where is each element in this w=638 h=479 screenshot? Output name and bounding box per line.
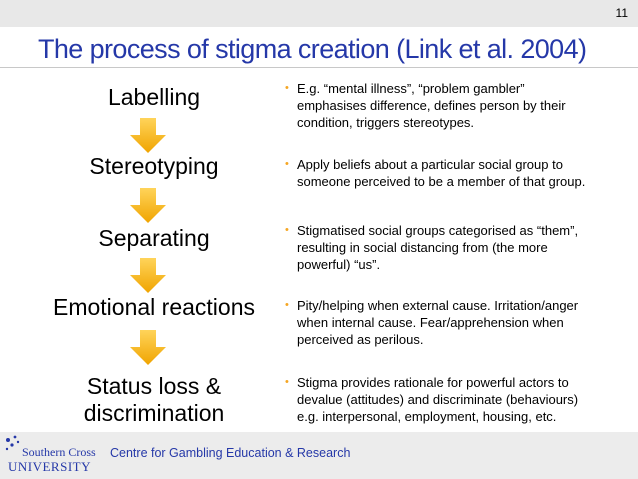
bullet-line: Stigma provides rationale for powerful actors to (297, 375, 569, 390)
bullet-icon: • (285, 82, 289, 94)
bullet-status-loss (282, 374, 627, 425)
bullet-line: when internal cause. Fear/apprehension when (297, 315, 564, 330)
bullet-labelling (282, 80, 627, 131)
bullet-icon: • (285, 224, 289, 236)
down-arrow-icon (128, 258, 168, 294)
bullet-line: e.g. interpersonal, employment, housing, etc. (297, 409, 557, 424)
southern-cross-logo-icon (2, 434, 98, 478)
bullet-line: emphasises difference, defines person by their (297, 98, 566, 113)
bullet-emotional-reactions (282, 297, 627, 348)
bullet-line: someone perceived to be a member of that group. (297, 174, 586, 189)
bullet-line: Apply beliefs about a particular social group to (297, 157, 563, 172)
down-arrow-icon (128, 118, 168, 154)
step-separating: Separating (98, 225, 210, 251)
step-stereotyping: Stereotyping (89, 153, 219, 179)
step-status-loss-line1: Status loss & (86, 373, 222, 399)
step-labelling: Labelling (107, 84, 201, 110)
bullet-line: Stigmatised social groups categorised as “them”, (297, 223, 579, 238)
bullet-icon: • (285, 299, 289, 311)
step-emotional-reactions: Emotional reactions (53, 294, 255, 320)
down-arrow-icon (128, 188, 168, 224)
bullet-icon: • (285, 158, 289, 170)
title-divider (0, 67, 638, 68)
bullet-icon: • (285, 376, 289, 388)
logo-line1: Southern Cross (22, 445, 96, 459)
slide-title: The process of stigma creation (Link et al. 2004) (38, 34, 587, 64)
bullet-line: perceived as perilous. (297, 332, 424, 347)
bullet-line: powerful) “us”. (297, 257, 381, 272)
slide-number: 11 (615, 6, 628, 20)
step-status-loss-line2: discrimination (83, 400, 225, 426)
footer-text: Centre for Gambling Education & Research (110, 446, 351, 460)
bullet-line: devalue (attitudes) and discriminate (behaviours) (297, 392, 579, 407)
bullet-line: resulting in social distancing from (the more (297, 240, 548, 255)
step-status-loss (30, 373, 278, 427)
bullet-line: Pity/helping when external cause. Irritation/anger (297, 298, 579, 313)
bullet-stereotyping (282, 156, 627, 190)
bullet-line: condition, triggers stereotypes. (297, 115, 475, 130)
down-arrow-icon (128, 330, 168, 366)
logo-line2: UNIVERSITY (8, 459, 91, 474)
top-bar (0, 0, 638, 27)
bullet-line: E.g. “mental illness”, “problem gambler” (297, 81, 525, 96)
bullet-separating (282, 222, 627, 273)
